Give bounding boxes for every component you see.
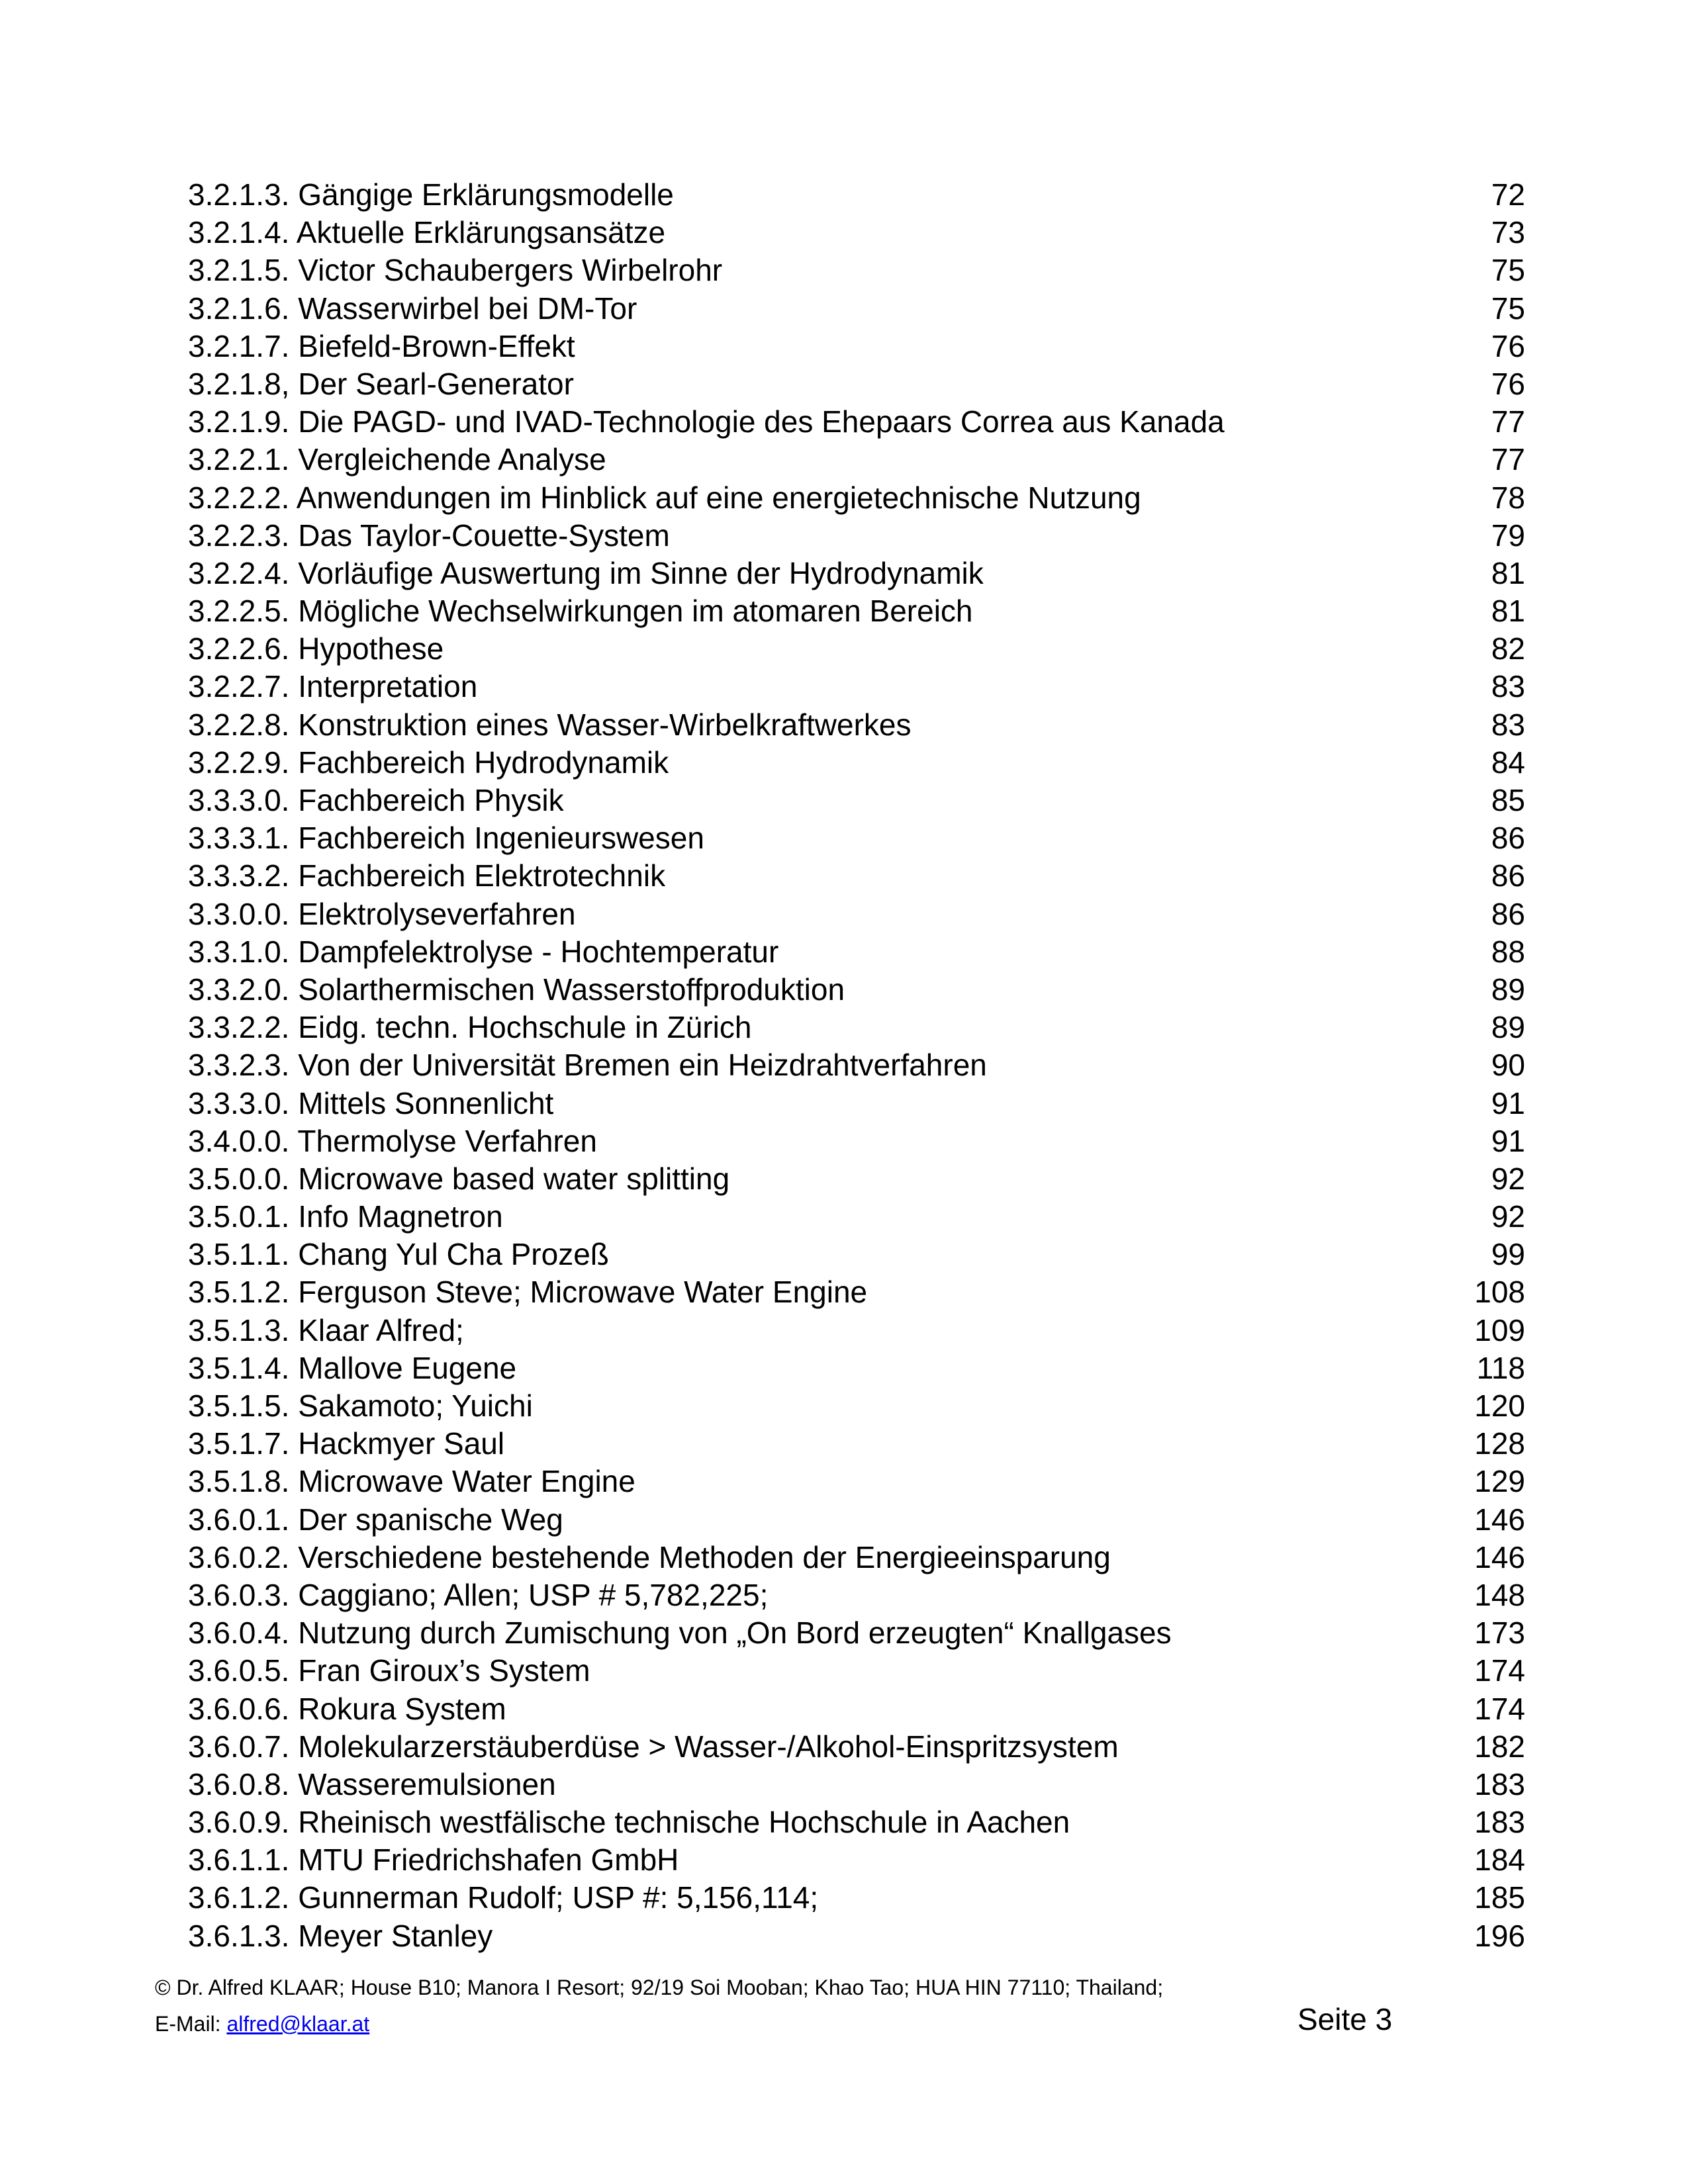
toc-entry-title: 3.6.0.3. Caggiano; Allen; USP # 5,782,225; [188, 1577, 769, 1612]
toc-entry-page-number: 183 [1474, 1766, 1525, 1801]
toc-entry-title: 3.3.2.0. Solarthermischen Wasserstoffproduktion [188, 972, 845, 1007]
toc-entry-page-number: 76 [1491, 366, 1525, 401]
toc-entry[interactable] [188, 706, 1525, 744]
toc-entry-title: 3.6.0.8. Wasseremulsionen [188, 1766, 556, 1801]
toc-entry-title: 3.5.1.3. Klaar Alfred; [188, 1312, 464, 1347]
toc-entry[interactable] [188, 1576, 1525, 1614]
toc-entry-title: 3.3.3.0. Fachbereich Physik [188, 783, 564, 817]
toc-entry[interactable] [188, 1690, 1525, 1728]
toc-entry[interactable] [188, 479, 1525, 517]
toc-entry[interactable] [188, 517, 1525, 555]
toc-entry-title: 3.2.2.1. Vergleichende Analyse [188, 442, 606, 477]
toc-entry-page-number: 185 [1474, 1880, 1525, 1915]
toc-entry-title: 3.6.1.1. MTU Friedrichshafen GmbH [188, 1843, 679, 1878]
toc-entry-page-number: 76 [1491, 328, 1525, 363]
toc-entry[interactable] [188, 1917, 1525, 1955]
toc-entry[interactable] [188, 1803, 1525, 1841]
toc-entry-title: 3.6.0.1. Der spanische Weg [188, 1502, 563, 1537]
toc-entry-page-number: 91 [1491, 1085, 1525, 1120]
footer-email-line [155, 2012, 369, 2036]
toc-entry-page-number: 183 [1474, 1805, 1525, 1840]
toc-entry-page-number: 81 [1491, 594, 1525, 629]
footer-address: © Dr. Alfred KLAAR; House B10; Manora I Resort; 92/19 Soi Mooban; Khao Tao; HUA HIN 77110; Thailand; [155, 1976, 1164, 1999]
toc-entry-page-number: 77 [1491, 442, 1525, 477]
toc-entry-page-number: 146 [1474, 1502, 1525, 1537]
toc-entry[interactable] [188, 1841, 1525, 1879]
toc-entry-page-number: 89 [1491, 1010, 1525, 1045]
toc-entry-title: 3.3.2.3. Von der Universität Bremen ein Heizdrahtverfahren [188, 1048, 987, 1083]
toc-entry-title: 3.6.0.9. Rheinisch westfälische technische Hochschule in Aachen [188, 1805, 1070, 1840]
toc-entry-page-number: 120 [1474, 1388, 1525, 1423]
toc-entry-page-number: 83 [1491, 707, 1525, 742]
toc-entry-title: 3.2.1.8, Der Searl-Generator [188, 366, 574, 401]
toc-entry[interactable] [188, 1879, 1525, 1917]
toc-entry-page-number: 196 [1474, 1918, 1525, 1953]
toc-entry-page-number: 174 [1474, 1691, 1525, 1726]
toc-entry[interactable] [188, 630, 1525, 668]
toc-entry-page-number: 182 [1474, 1729, 1525, 1764]
toc-entry[interactable] [188, 1652, 1525, 1690]
toc-entry-page-number: 73 [1491, 215, 1525, 250]
toc-entry-title: 3.3.3.0. Mittels Sonnenlicht [188, 1085, 554, 1120]
toc-entry-page-number: 72 [1491, 177, 1525, 212]
toc-entry-title: 3.6.0.4. Nutzung durch Zumischung von „On Bord erzeugten“ Knallgases [188, 1615, 1172, 1651]
toc-entry-title: 3.5.1.7. Hackmyer Saul [188, 1426, 505, 1461]
toc-entry-title: 3.5.1.4. Mallove Eugene [188, 1350, 517, 1385]
toc-entry[interactable] [188, 251, 1525, 289]
toc-entry[interactable] [188, 1085, 1525, 1122]
toc-entry[interactable] [188, 555, 1525, 592]
toc-entry-page-number: 90 [1491, 1048, 1525, 1083]
toc-entry[interactable] [188, 1236, 1525, 1273]
toc-entry[interactable] [188, 1273, 1525, 1311]
toc-entry-title: 3.2.1.6. Wasserwirbel bei DM-Tor [188, 291, 637, 326]
toc-entry-page-number: 75 [1491, 291, 1525, 326]
toc-entry[interactable] [188, 214, 1525, 251]
toc-entry-title: 3.6.1.2. Gunnerman Rudolf; USP #: 5,156,114; [188, 1880, 819, 1915]
toc-entry[interactable] [188, 1425, 1525, 1463]
toc-entry[interactable] [188, 328, 1525, 365]
toc-entry[interactable] [188, 1387, 1525, 1425]
toc-entry[interactable] [188, 1122, 1525, 1160]
toc-entry[interactable] [188, 1046, 1525, 1084]
toc-entry-title: 3.5.0.0. Microwave based water splitting [188, 1161, 730, 1196]
toc-entry-title: 3.5.1.2. Ferguson Steve; Microwave Water Engine [188, 1275, 868, 1310]
toc-entry-title: 3.5.0.1. Info Magnetron [188, 1199, 503, 1234]
toc-entry-title: 3.3.3.2. Fachbereich Elektrotechnik [188, 858, 666, 893]
toc-entry-title: 3.4.0.0. Thermolyse Verfahren [188, 1123, 597, 1158]
toc-entry[interactable] [188, 819, 1525, 857]
toc-entry[interactable] [188, 1349, 1525, 1387]
toc-entry-page-number: 81 [1491, 555, 1525, 590]
toc-entry-page-number: 85 [1491, 783, 1525, 817]
toc-entry-page-number: 108 [1474, 1275, 1525, 1310]
toc-entry-title: 3.2.2.4. Vorläufige Auswertung im Sinne der Hydrodynamik [188, 555, 984, 590]
toc-entry-title: 3.5.1.8. Microwave Water Engine [188, 1464, 635, 1499]
toc-entry-title: 3.6.0.6. Rokura System [188, 1691, 506, 1726]
toc-entry-page-number: 77 [1491, 404, 1525, 439]
footer-email-link[interactable]: alfred@klaar.at [226, 2012, 370, 2036]
toc-entry-page-number: 79 [1491, 518, 1525, 553]
toc-entry-title: 3.6.0.2. Verschiedene bestehende Methoden der Energieeinsparung [188, 1539, 1111, 1574]
toc-entry-page-number: 83 [1491, 669, 1525, 704]
toc-entry-page-number: 184 [1474, 1843, 1525, 1878]
toc-entry-title: 3.2.2.5. Mögliche Wechselwirkungen im atomaren Bereich [188, 594, 973, 629]
toc-entry[interactable] [188, 895, 1525, 933]
toc-entry[interactable] [188, 441, 1525, 478]
toc-entry-title: 3.2.2.6. Hypothese [188, 631, 444, 666]
toc-entry-page-number: 173 [1474, 1615, 1525, 1651]
toc-entry-page-number: 174 [1474, 1653, 1525, 1688]
toc-entry[interactable] [188, 782, 1525, 819]
toc-entry-page-number: 92 [1491, 1161, 1525, 1196]
toc-entry[interactable] [188, 592, 1525, 630]
toc-entry[interactable] [188, 1312, 1525, 1349]
toc-entry-title: 3.6.1.3. Meyer Stanley [188, 1918, 493, 1953]
toc-entry-title: 3.3.3.1. Fachbereich Ingenieurswesen [188, 821, 704, 856]
toc-entry-page-number: 146 [1474, 1539, 1525, 1574]
toc-entry-page-number: 75 [1491, 253, 1525, 288]
toc-entry-title: 3.2.1.7. Biefeld-Brown-Effekt [188, 328, 575, 363]
toc-entry-page-number: 86 [1491, 858, 1525, 893]
toc-entry-page-number: 118 [1476, 1350, 1525, 1385]
toc-entry[interactable] [188, 933, 1525, 971]
toc-entry[interactable] [188, 176, 1525, 214]
toc-entry-title: 3.2.2.3. Das Taylor-Couette-System [188, 518, 670, 553]
toc-entry[interactable] [188, 668, 1525, 705]
toc-entry-title: 3.2.2.7. Interpretation [188, 669, 478, 704]
table-of-contents [188, 176, 1525, 1955]
toc-entry-page-number: 129 [1474, 1464, 1525, 1499]
toc-entry[interactable] [188, 290, 1525, 328]
toc-entry-title: 3.5.1.5. Sakamoto; Yuichi [188, 1388, 533, 1423]
toc-entry-title: 3.3.0.0. Elektrolyseverfahren [188, 896, 576, 931]
toc-entry[interactable] [188, 403, 1525, 441]
toc-entry-page-number: 88 [1491, 934, 1525, 969]
toc-entry-title: 3.2.1.3. Gängige Erklärungsmodelle [188, 177, 674, 212]
toc-entry[interactable] [188, 1614, 1525, 1652]
toc-entry-title: 3.3.2.2. Eidg. techn. Hochschule in Zürich [188, 1010, 752, 1045]
toc-entry-title: 3.2.2.9. Fachbereich Hydrodynamik [188, 745, 669, 780]
toc-entry[interactable] [188, 1728, 1525, 1766]
toc-entry-page-number: 78 [1491, 480, 1525, 515]
toc-entry[interactable] [188, 1463, 1525, 1500]
toc-entry-page-number: 82 [1491, 631, 1525, 666]
toc-entry-title: 3.2.1.4. Aktuelle Erklärungsansätze [188, 215, 666, 250]
toc-entry[interactable] [188, 1009, 1525, 1046]
toc-entry[interactable] [188, 1160, 1525, 1198]
toc-entry-title: 3.2.2.8. Konstruktion eines Wasser-Wirbelkraftwerkes [188, 707, 912, 742]
toc-entry-title: 3.3.1.0. Dampfelektrolyse - Hochtemperatur [188, 934, 779, 969]
toc-entry-page-number: 91 [1491, 1123, 1525, 1158]
toc-entry-page-number: 128 [1474, 1426, 1525, 1461]
toc-entry-title: 3.2.1.5. Victor Schaubergers Wirbelrohr [188, 253, 723, 288]
toc-entry[interactable] [188, 971, 1525, 1009]
toc-entry-page-number: 89 [1491, 972, 1525, 1007]
toc-entry-title: 3.2.2.2. Anwendungen im Hinblick auf eine energietechnische Nutzung [188, 480, 1141, 515]
toc-entry-page-number: 109 [1474, 1312, 1525, 1347]
footer-page-number: Seite 3 [1297, 2002, 1393, 2036]
toc-entry-page-number: 84 [1491, 745, 1525, 780]
toc-entry-title: 3.6.0.7. Molekularzerstäuberdüse > Wasser-/Alkohol-Einspritzsystem [188, 1729, 1119, 1764]
toc-entry[interactable] [188, 744, 1525, 782]
toc-entry[interactable] [188, 1539, 1525, 1576]
toc-entry[interactable] [188, 857, 1525, 895]
toc-entry-page-number: 148 [1474, 1577, 1525, 1612]
toc-entry[interactable] [188, 365, 1525, 403]
toc-entry-page-number: 86 [1491, 821, 1525, 856]
footer-email-label: E-Mail: [155, 2012, 227, 2036]
toc-entry[interactable] [188, 1766, 1525, 1803]
toc-entry-page-number: 86 [1491, 896, 1525, 931]
toc-entry-title: 3.6.0.5. Fran Giroux’s System [188, 1653, 590, 1688]
toc-entry-title: 3.2.1.9. Die PAGD- und IVAD-Technologie des Ehepaars Correa aus Kanada [188, 404, 1225, 439]
toc-entry[interactable] [188, 1501, 1525, 1539]
toc-entry[interactable] [188, 1198, 1525, 1236]
toc-entry-page-number: 99 [1491, 1237, 1525, 1272]
toc-entry-title: 3.5.1.1. Chang Yul Cha Prozeß [188, 1237, 609, 1272]
toc-entry-page-number: 92 [1491, 1199, 1525, 1234]
